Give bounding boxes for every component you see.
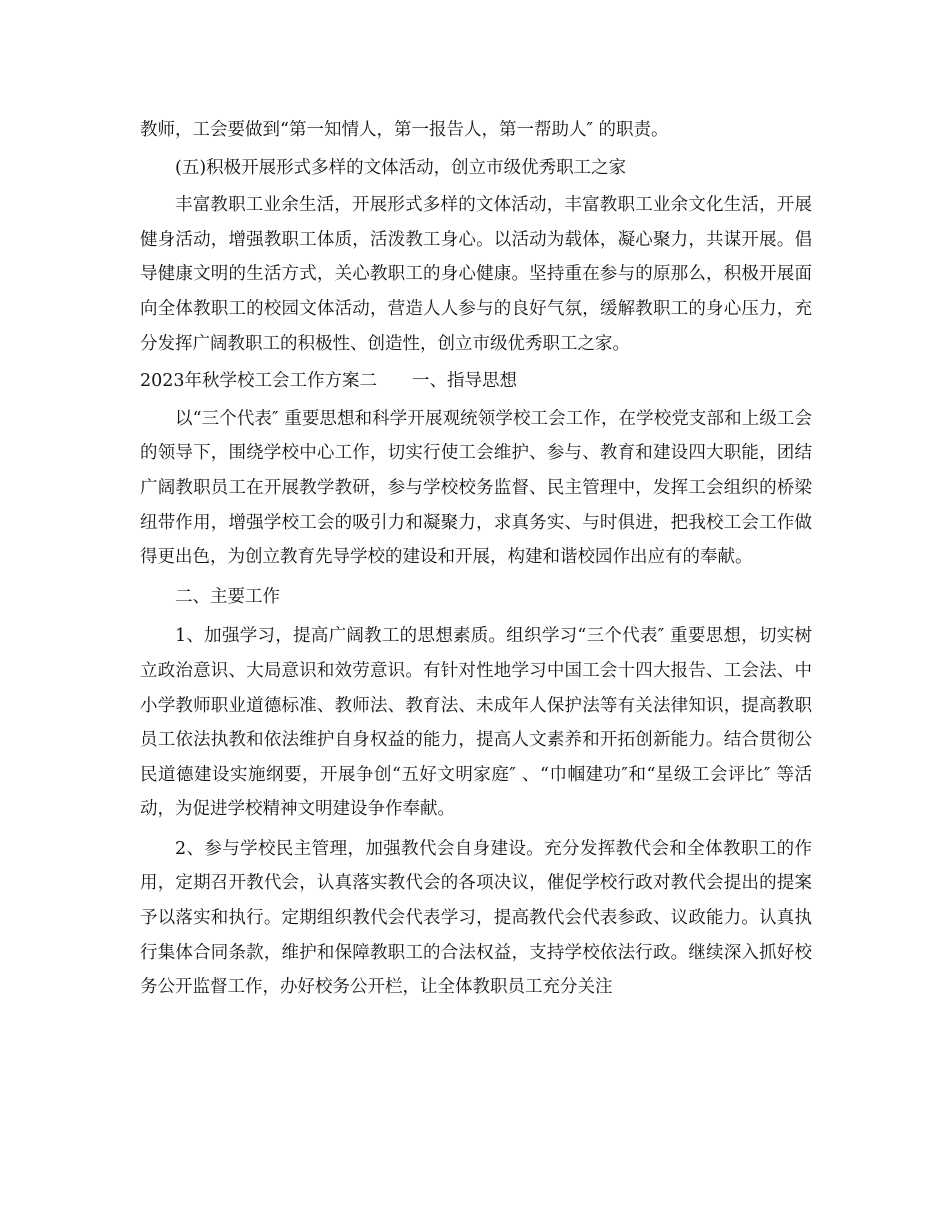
section-heading-5: (五)积极开展形式多样的文体活动，创立市级优秀职工之家 — [175, 157, 627, 178]
paragraph-guiding-thought: 以“三个代表″ 重要思想和科学开展观统领学校工会工作，在学校党支部和上级工会的领导下，围绕学校中心工作，切实行使工会维护、参与、教育和建设四大职能，团结广阔教职员工在开展教学教研，参与学校校务监督、民主管理中，发挥工会组织的桥梁纽带作用，增强学校工会的吸引力和凝聚力，求真务实、与时俱进，把我校工会工作做得更出色，为创立教育先导学校的建设和开展，构建和谐校园作出应有的奉献。 — [140, 408, 812, 568]
document-body — [140, 113, 812, 1005]
plan-two-heading: 2023年秋学校工会工作方案二 一、指导思想 — [140, 371, 518, 392]
paragraph-1: 教师，工会要做到“第一知情人，第一报告人，第一帮助人″ 的职责。 — [140, 120, 669, 140]
paragraph-activities: 丰富教职工业余生活，开展形式多样的文体活动，丰富教职工业余文化生活，开展健身活动，增强教职工体质，活泼教工身心。以活动为载体，凝心聚力，共谋开展。倡导健康文明的生活方式，关心教职工的身心健康。坚持重在参与的原那么，积极开展面向全体教职工的校园文体活动，营造人人参与的良好气氛，缓解教职工的身心压力，充分发挥广阔教职工的积极性、创造性，创立市级优秀职工之家。 — [140, 195, 812, 354]
section-heading-main-work: 二、主要工作 — [175, 586, 280, 607]
paragraph-democratic-management: 2、参与学校民主管理，加强教代会自身建设。充分发挥教代会和全体教职工的作用，定期召开教代会，认真落实教代会的各项决议，催促学校行政对教代会提出的提案予以落实和执行。定期组织教代会代表学习，提高教代会代表参政、议政能力。认真执行集体合同条款，维护和保障教职工的合法权益，支持学校依法行政。继续深入抓好校务公开监督工作，办好校务公开栏，让全体教职员工充分关注 — [140, 838, 812, 998]
paragraph-study: 1、加强学习，提高广阔教工的思想素质。组织学习“三个代表″ 重要思想，切实树立政治意识、大局意识和效劳意识。有针对性地学习中国工会十四大报告、工会法、中小学教师职业道德标准、教师法、教育法、未成年人保护法等有关法律知识，提高教职员工依法执教和依法维护自身权益的能力，提高人文素养和开拓创新能力。结合贯彻公民道德建设实施纲要，开展争创“五好文明家庭″ 、“巾帼建功″和“星级工会评比″ 等活动，为促进学校精神文明建设争作奉献。 — [140, 626, 812, 820]
